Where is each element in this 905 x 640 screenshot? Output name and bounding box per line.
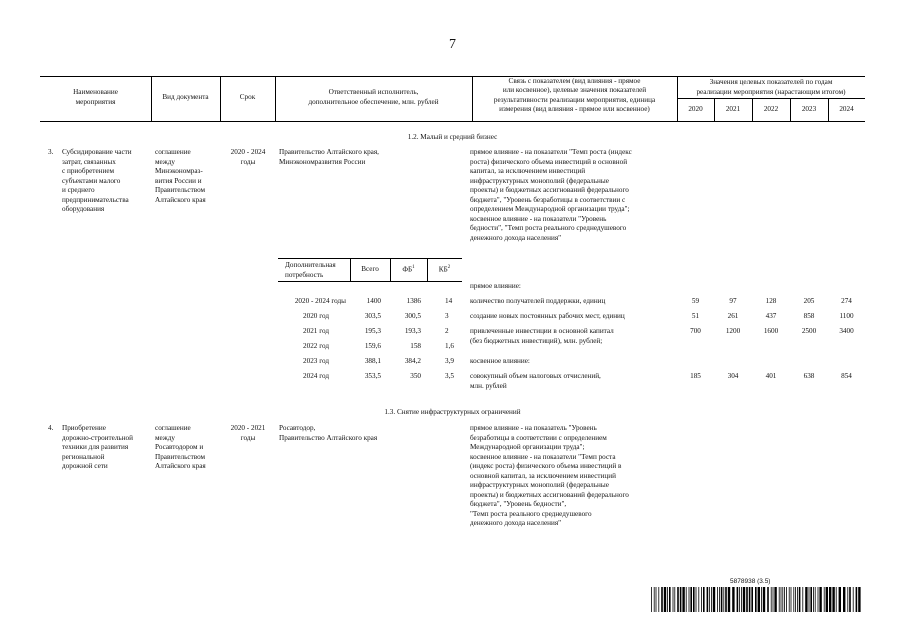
subtable-total: 353,5	[364, 372, 381, 380]
indicator-value: 858	[803, 312, 815, 320]
header-responsible: Ответственный исполнитель, дополнительное обеспечение, млн. рублей	[308, 88, 439, 106]
subtable-header-border	[278, 281, 462, 282]
header-doc: Вид документа	[162, 93, 209, 101]
indicator-value: 437	[765, 312, 777, 320]
subtable-period: 2024 год	[303, 372, 329, 380]
header-year: 2024	[839, 105, 854, 113]
indicator-link: прямое влияние - на показатели "Темп роста (индекс роста) физического объема инвестиций в основной капитал, за исключением инвестиций инфраструктурных монополий (федеральные проекты) и бюджетных ассигнований федерального бюджета", "Уровень безработицы в соответствии с определением Международной организации труда"; косвенное влияние - на показатели "Уровень бедности", "Темп роста реального среднедушевого денежного дохода населения"	[470, 148, 632, 242]
subtable-period: 2020 - 2024 годы	[294, 297, 346, 305]
header-values: Значения целевых показателей по годам реализации мероприятия (нарастающим итогом)	[696, 78, 846, 96]
indicator-value: 700	[690, 327, 701, 335]
header-top-border	[40, 76, 865, 77]
subtable-period: 2020 год	[303, 312, 329, 320]
subtable-kb: 2	[445, 327, 449, 335]
indicator-value: 185	[690, 372, 701, 380]
subtable-period: 2021 год	[303, 327, 329, 335]
term: 2020 - 2021 годы	[230, 424, 266, 442]
subtable-total: 195,3	[364, 327, 381, 335]
indicator-value: 261	[727, 312, 739, 320]
subtable-top-border	[278, 258, 462, 259]
barcode-number: 5878938 (3.5)	[730, 578, 771, 585]
subtable-kb: 1,6	[445, 342, 454, 350]
subtable-fb: 193,3	[404, 327, 421, 335]
indicator-value: 128	[765, 297, 777, 305]
subtable-total: 388,1	[364, 357, 381, 365]
indicator-value: 854	[841, 372, 852, 380]
responsible: Росавтодор, Правительство Алтайского края	[279, 424, 378, 442]
indicator-value: 638	[803, 372, 815, 380]
subtable-kb: 3,9	[445, 357, 454, 365]
indicator-value: 2500	[801, 327, 817, 335]
indicator-value: 274	[841, 297, 852, 305]
indirect-influence-label: косвенное влияние:	[470, 357, 530, 365]
kb-footnote-mark: 2	[447, 265, 451, 270]
subtable-total: 303,5	[364, 312, 381, 320]
indicator-text: привлеченные инвестиции в основной капитал (без бюджетных инвестиций), млн. рублей;	[470, 327, 614, 345]
fb-footnote-mark: 1	[412, 265, 415, 270]
subtable-fb: 384,2	[404, 357, 421, 365]
years-divider	[677, 98, 865, 99]
header-bottom-border	[40, 121, 865, 122]
row-number: 4.	[48, 424, 54, 432]
subtable-header-kb	[427, 265, 462, 275]
subtable-period: 2022 год	[303, 342, 329, 350]
subtable-header-need: Дополнительная потребность	[285, 261, 336, 279]
fb-label: ФБ	[402, 265, 413, 274]
subtable-fb: 350	[410, 372, 421, 380]
subtable-kb: 3,5	[445, 372, 454, 380]
indicator-value: 51	[691, 312, 700, 320]
subtable-header-fb	[390, 265, 427, 275]
barcode-image	[651, 587, 861, 612]
indicator-value: 401	[765, 372, 777, 380]
responsible: Правительство Алтайского края, Минэкономразвития России	[279, 148, 379, 166]
indicator-value: 59	[691, 297, 700, 305]
measure-name: Приобретение дорожно-строительной техники для развития региональной дорожной сети	[62, 424, 133, 470]
row-number: 3.	[48, 148, 54, 156]
indicator-link: прямое влияние - на показатель "Уровень безработицы в соответствии с определением Международной организации труда"; косвенное влияние - на показатели "Темп роста (индекс роста) физического объема инвестиций в основной капитал, за исключением инвестиций инфраструктурных монополий (федеральные проекты) и бюджетных ассигнований федерального бюджета", "Уровень бедности", "Темп роста реального среднедушевого денежного дохода населения"	[470, 424, 629, 527]
indicator-value: 1100	[839, 312, 854, 320]
subtable-period: 2023 год	[303, 357, 329, 365]
subtable-kb: 14	[445, 297, 453, 305]
indicator-value: 205	[803, 297, 815, 305]
indicator-value: 3400	[839, 327, 854, 335]
document-type: соглашение между Росавтодором и Правительством Алтайского края	[155, 424, 206, 470]
indicator-text: создание новых постоянных рабочих мест, единиц	[470, 312, 625, 320]
subtable-total: 159,6	[364, 342, 381, 350]
subtable-total: 1400	[366, 297, 381, 305]
document-type: соглашение между Минэкономраз- вития России и Правительством Алтайского края	[155, 148, 206, 204]
indicator-value: 304	[727, 372, 739, 380]
header-name: Наименование мероприятия	[73, 88, 118, 106]
header-term: Срок	[239, 93, 256, 101]
header-year: 2020	[688, 105, 703, 113]
indicator-value: 1600	[763, 327, 779, 335]
measure-name: Субсидирование части затрат, связанных с приобретением субъектами малого и среднего предпринимательства оборудования	[62, 148, 132, 213]
section-title: 1.2. Малый и средний бизнес	[407, 133, 498, 141]
page-number: 7	[449, 37, 456, 52]
subtable-fb: 1386	[406, 297, 421, 305]
indicator-text: совокупный объем налоговых отчислений, млн. рублей	[470, 372, 601, 390]
header-year: 2023	[801, 105, 817, 113]
term: 2020 - 2024 годы	[230, 148, 266, 166]
header-year: 2021	[725, 105, 741, 113]
kb-label: КБ	[438, 265, 448, 274]
header-link: Связь с показателем (вид влияния - прямое или косвенное), целевые значения показателей результативности реализации мероприятия, единица измерения (вид влияния - прямое или косвенное)	[493, 77, 656, 114]
subtable-fb: 300,5	[404, 312, 421, 320]
indicator-value: 1200	[725, 327, 741, 335]
section-title: 1.3. Снятие инфраструктурных ограничений	[384, 408, 521, 416]
indicator-text: количество получателей поддержки, единиц	[470, 297, 606, 305]
subtable-kb: 3	[445, 312, 449, 320]
subtable-header-total: Всего	[361, 265, 379, 273]
header-year: 2022	[763, 105, 779, 113]
direct-influence-label: прямое влияние:	[470, 282, 521, 290]
indicator-value: 97	[729, 297, 737, 305]
subtable-fb: 158	[410, 342, 421, 350]
